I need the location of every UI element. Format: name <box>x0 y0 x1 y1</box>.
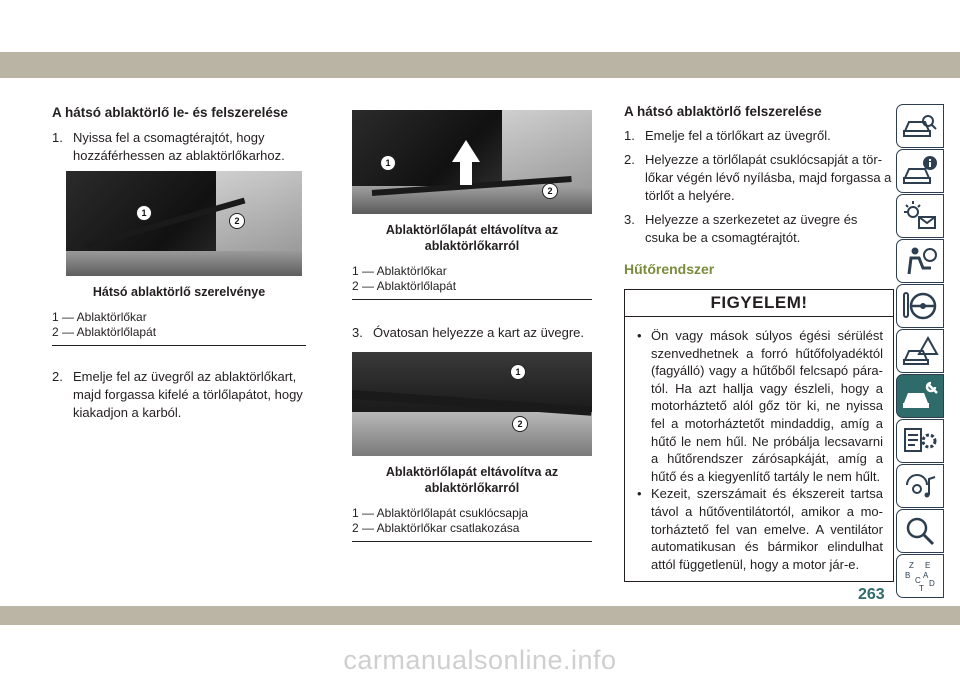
section-heading-removal: A hátsó ablaktörlő le- és felszerelése <box>52 105 288 120</box>
chapter-tab[interactable] <box>896 239 944 283</box>
step-number: 3. <box>352 325 363 340</box>
index-letter: A <box>923 571 929 580</box>
step-number: 3. <box>624 212 635 227</box>
figure-blade-removed-1 <box>352 110 592 214</box>
divider <box>352 541 592 542</box>
column-3 <box>624 104 894 582</box>
step-text: Helyezze a szerkezetet az üvegre és csuka be a csomagtérajtót. <box>645 212 858 245</box>
legend-item: 2 — Ablaktörlőlapát <box>352 279 457 293</box>
figure-blade-removed-2 <box>352 352 592 456</box>
watermark: carmanualsonline.info <box>343 645 617 675</box>
chapter-tabs <box>896 104 944 599</box>
figure-caption: Hátsó ablaktörlő szerelvénye <box>92 285 266 299</box>
airbag-seat-icon <box>901 244 939 278</box>
index-letter: B <box>905 571 911 580</box>
step-item <box>52 368 306 422</box>
bottom-band <box>0 606 960 625</box>
step-text: Óvatosan helyezze a kart az üvegre. <box>373 325 585 340</box>
top-band <box>0 52 960 78</box>
legend-item: 2 — Ablaktörlőkar csatlakozása <box>352 521 520 535</box>
chapter-tab[interactable] <box>896 194 944 238</box>
section-heading-cooling: Hűtőrendszer <box>624 261 715 277</box>
chapter-tab[interactable] <box>896 284 944 328</box>
section-heading-installation: A hátsó ablaktörlő felszerelése <box>624 104 822 119</box>
step-item <box>624 211 894 247</box>
step-text: Emelje fel az üvegről az ablaktörlőkart, majd forgassa kifelé a törlőlapátot, hogy kiakadjon a karból. <box>73 369 303 420</box>
column-1 <box>52 105 306 428</box>
warning-item: • Ön vagy mások súlyos égési sérülést szenvedhetnek a forró hűtőfolyadéktól (fagyálló) vagy a hűtőből felcsapó páratól. Ha azt hallja vagy észleli, hogy a motorháztető alól gőz tör ki, ne nyissa fel a motorháztetőt mindaddig, amíg a hűtő le nem hűl. Ne próbálja lecsavarni a hűtőrendszer zárósapkáját, amíg a hűtő és a kiegyenlítő tartály le nem hűlt. <box>635 327 883 485</box>
callout-1: 1 <box>380 155 396 171</box>
step-list <box>52 368 306 422</box>
figure-legend <box>52 310 306 340</box>
chapter-tab[interactable] <box>896 104 944 148</box>
figure-legend <box>352 264 592 294</box>
step-item <box>352 324 592 342</box>
index-letter: E <box>925 561 931 570</box>
column-2 <box>352 110 592 542</box>
callout-1: 1 <box>510 364 526 380</box>
legend-item: 1 — Ablaktörlőkar <box>52 310 147 324</box>
step-number: 1. <box>624 128 635 143</box>
step-list <box>52 129 306 165</box>
warning-title: FIGYELEM! <box>625 290 893 317</box>
car-search-icon <box>901 109 939 143</box>
callout-1: 1 <box>136 205 152 221</box>
callout-2: 2 <box>229 213 245 229</box>
legend-item: 1 — Ablaktörlőlapát csuklócsapja <box>352 506 529 520</box>
callout-2: 2 <box>512 416 528 432</box>
car-warning-triangle-icon <box>901 334 939 368</box>
step-text: Helyezze a törlőlapát csuklócsapját a törlőkar végén lévő nyílásba, majd forgassa a törlőt a helyére. <box>645 152 892 203</box>
index-letter: Z <box>909 561 914 570</box>
step-number: 2. <box>52 369 63 384</box>
chapter-tab-active[interactable] <box>896 374 944 418</box>
car-info-icon <box>901 154 939 188</box>
figure-rear-wiper-assembly <box>66 171 302 276</box>
chapter-tab[interactable] <box>896 554 944 598</box>
chapter-tab[interactable] <box>896 329 944 373</box>
step-item <box>52 129 306 165</box>
warning-item: • Kezeit, szerszámait és ékszereit tartsa távol a hűtőventilátortól, amikor a motorháztető fel van emelve. A ventilátor automatikusan és bármikor elindulhat attól függetlenül, hogy a motor jár-e. <box>635 485 883 573</box>
divider <box>52 345 306 346</box>
chapter-tab[interactable] <box>896 419 944 463</box>
magnifier-icon <box>901 514 939 548</box>
figure-caption: Ablaktörlőlapát eltávolítva az ablaktörlőkarról <box>385 223 559 253</box>
step-item <box>624 127 894 145</box>
warning-box <box>624 289 894 582</box>
divider <box>352 299 592 300</box>
chapter-tab[interactable] <box>896 509 944 553</box>
index-letter: D <box>929 579 935 588</box>
legend-item: 1 — Ablaktörlőkar <box>352 264 447 278</box>
callout-2: 2 <box>542 183 558 199</box>
chapter-tab[interactable] <box>896 149 944 193</box>
index-letter: C <box>915 576 921 585</box>
specs-gear-icon <box>901 424 939 458</box>
chapter-tab[interactable] <box>896 464 944 508</box>
index-letters-icon <box>901 559 939 593</box>
warning-body <box>625 317 893 581</box>
step-item <box>624 151 894 205</box>
steering-wheel-icon <box>901 289 939 323</box>
page-number: 263 <box>858 586 885 603</box>
step-number: 2. <box>624 152 635 167</box>
legend-item: 2 — Ablaktörlőlapát <box>52 325 157 339</box>
step-text: Emelje fel a törlőkart az üvegről. <box>645 128 831 143</box>
index-letter: T <box>919 584 924 593</box>
step-number: 1. <box>52 130 63 145</box>
multimedia-music-icon <box>901 469 939 503</box>
figure-caption: Ablaktörlőlapát eltávolítva az ablaktörlőkarról <box>385 465 559 495</box>
step-list <box>624 127 894 247</box>
step-text: Nyissa fel a csomagtérajtót, hogy hozzáférhessen az ablaktörlőkarhoz. <box>73 130 285 163</box>
warning-lights-icon <box>901 199 939 233</box>
step-list <box>352 324 592 342</box>
figure-legend <box>352 506 592 536</box>
car-wrench-icon <box>901 379 939 413</box>
